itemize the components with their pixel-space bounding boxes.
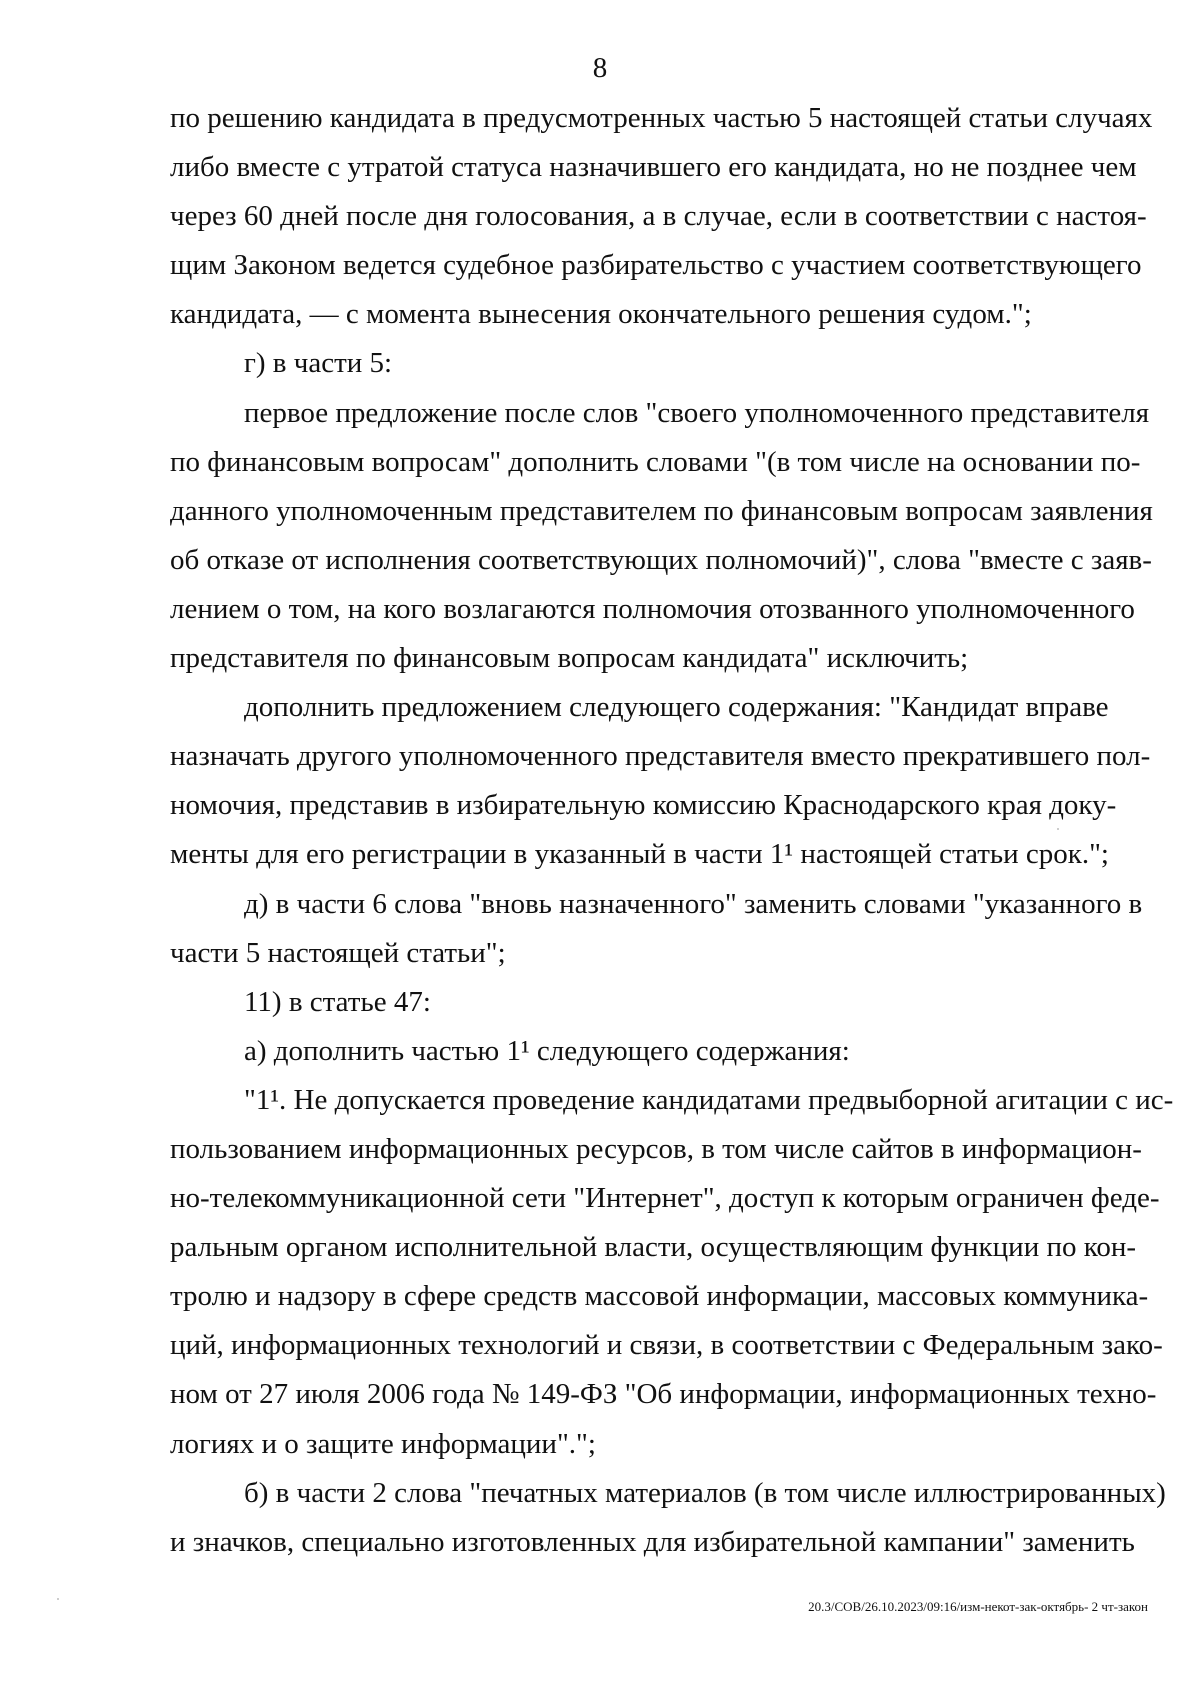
text-line: дополнить предложением следующего содержания: "Кандидат вправе bbox=[244, 691, 1109, 724]
text-line: тролю и надзору в сфере средств массовой информации, массовых коммуника- bbox=[170, 1280, 1149, 1313]
text-line: но-телекоммуникационной сети "Интернет", доступ к которым ограничен феде- bbox=[170, 1182, 1160, 1215]
page-number: 8 bbox=[592, 52, 608, 84]
text-line: через 60 дней после дня голосования, а в случае, если в соответствии с настоя- bbox=[170, 200, 1147, 233]
text-line: щим Законом ведется судебное разбирательство с участием соответствующего bbox=[170, 249, 1142, 282]
text-line: номочия, представив в избирательную комиссию Краснодарского края доку- bbox=[170, 789, 1117, 822]
text-line: по решению кандидата в предусмотренных частью 5 настоящей статьи случаях bbox=[170, 102, 1153, 134]
text-line: менты для его регистрации в указанный в части 1¹ настоящей статьи срок."; bbox=[170, 838, 1109, 871]
scan-speck bbox=[57, 1598, 59, 1600]
text-line: назначать другого уполномоченного представителя вместо прекратившего пол- bbox=[170, 740, 1151, 773]
text-line: "1¹. Не допускается проведение кандидатами предвыборной агитации с ис- bbox=[244, 1083, 1174, 1116]
text-line: пользованием информационных ресурсов, в том числе сайтов в информацион- bbox=[170, 1132, 1142, 1165]
text-line: г) в части 5: bbox=[244, 347, 393, 380]
scan-speck bbox=[1057, 828, 1059, 830]
text-line: ном от 27 июля 2006 года № 149-ФЗ "Об информации, информационных техно- bbox=[170, 1378, 1157, 1411]
text-line: ций, информационных технологий и связи, в соответствии с Федеральным зако- bbox=[170, 1329, 1163, 1362]
text-line: представителя по финансовым вопросам кандидата" исключить; bbox=[170, 642, 969, 675]
text-line: первое предложение после слов "своего уполномоченного представителя bbox=[244, 396, 1150, 429]
document-body bbox=[170, 94, 1174, 1567]
text-line: кандидата, — с момента вынесения окончательного решения судом."; bbox=[170, 298, 1032, 331]
text-line: части 5 настоящей статьи"; bbox=[170, 936, 506, 969]
text-line: и значков, специально изготовленных для избирательной кампании" заменить bbox=[170, 1525, 1135, 1558]
document-reference: 20.3/СОВ/26.10.2023/09:16/изм-некот-зак-октябрь- 2 чт-закон bbox=[808, 1599, 1148, 1614]
text-line: данного уполномоченным представителем по финансовым вопросам заявления bbox=[170, 494, 1153, 527]
text-line: ральным органом исполнительной власти, осуществляющим функции по кон- bbox=[170, 1231, 1137, 1264]
text-line: либо вместе с утратой статуса назначившего его кандидата, но не позднее чем bbox=[170, 151, 1137, 184]
text-line: по финансовым вопросам" дополнить словами "(в том числе на основании по- bbox=[170, 445, 1141, 478]
text-line: а) дополнить частью 1¹ следующего содержания: bbox=[244, 1034, 850, 1067]
text-line: б) в части 2 слова "печатных материалов (в том числе иллюстрированных) bbox=[244, 1476, 1166, 1509]
text-line: об отказе от исполнения соответствующих полномочий)", слова "вместе с заяв- bbox=[170, 543, 1152, 576]
text-line: логиях и о защите информации"."; bbox=[170, 1427, 596, 1460]
text-line: д) в части 6 слова "вновь назначенного" заменить словами "указанного в bbox=[244, 887, 1143, 920]
text-line: лением о том, на кого возлагаются полномочия отозванного уполномоченного bbox=[170, 592, 1135, 625]
text-line: 11) в статье 47: bbox=[244, 985, 431, 1018]
